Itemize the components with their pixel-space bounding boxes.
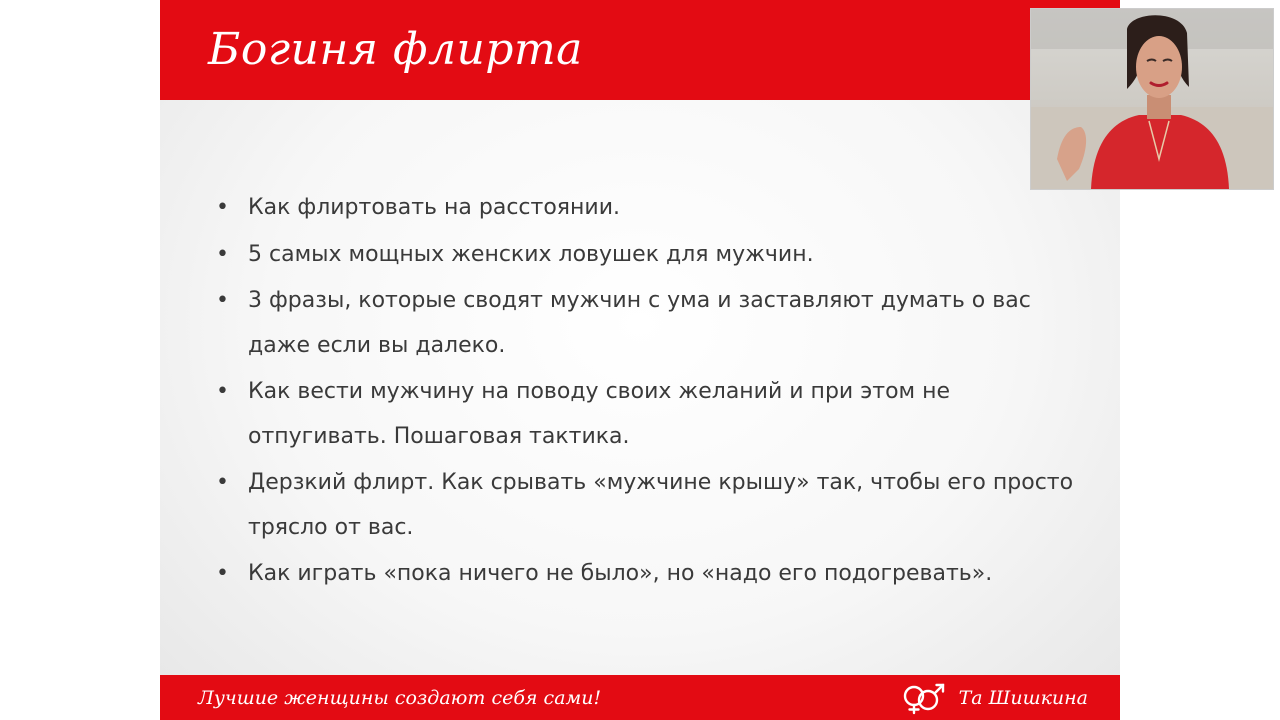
bullet-dot-icon: • [216, 561, 229, 586]
bullet-text: Как вести мужчину на поводу своих желаний и при этом не отпугивать. Пошаговая тактика. [248, 379, 951, 449]
bullet-dot-icon: • [216, 241, 229, 267]
venus-mars-logo-icon [897, 681, 949, 715]
presenter-webcam-feed [1031, 9, 1273, 189]
presenter-figure-icon [1031, 9, 1273, 189]
footer-slogan: Лучшие женщины создают себя сами! [198, 687, 602, 709]
bullet-text: Как флиртовать на расстоянии. [248, 195, 620, 220]
presentation-slide [160, 0, 1120, 720]
bullet-item [216, 279, 1076, 368]
bullet-dot-icon: • [216, 470, 229, 495]
bullet-text: Дерзкий флирт. Как срывать «мужчине крышу» так, чтобы его просто трясло от вас. [248, 470, 1074, 540]
slide-header-bar [160, 0, 1120, 100]
bullet-list [216, 186, 1076, 599]
slide-title: Богиня флирта [208, 24, 583, 75]
bullet-text: 5 самых мощных женских ловушек для мужчин. [248, 241, 814, 267]
brand-name: Та Шишкина [958, 687, 1088, 709]
slide-footer-bar [160, 675, 1120, 720]
bullet-text: Как играть «пока ничего не было», но «надо его подогревать». [248, 561, 993, 586]
bullet-item [216, 461, 1076, 550]
bullet-dot-icon: • [216, 195, 229, 220]
footer-brand [897, 681, 1088, 715]
bullet-item [216, 370, 1076, 459]
bullet-text: 3 фразы, которые сводят мужчин с ума и заставляют думать о вас даже если вы далеко. [248, 288, 1031, 358]
bullet-dot-icon: • [216, 288, 229, 313]
bullet-item [216, 552, 1076, 597]
bullet-dot-icon: • [216, 379, 229, 404]
bullet-item [216, 233, 1076, 278]
bullet-item [216, 186, 1076, 231]
